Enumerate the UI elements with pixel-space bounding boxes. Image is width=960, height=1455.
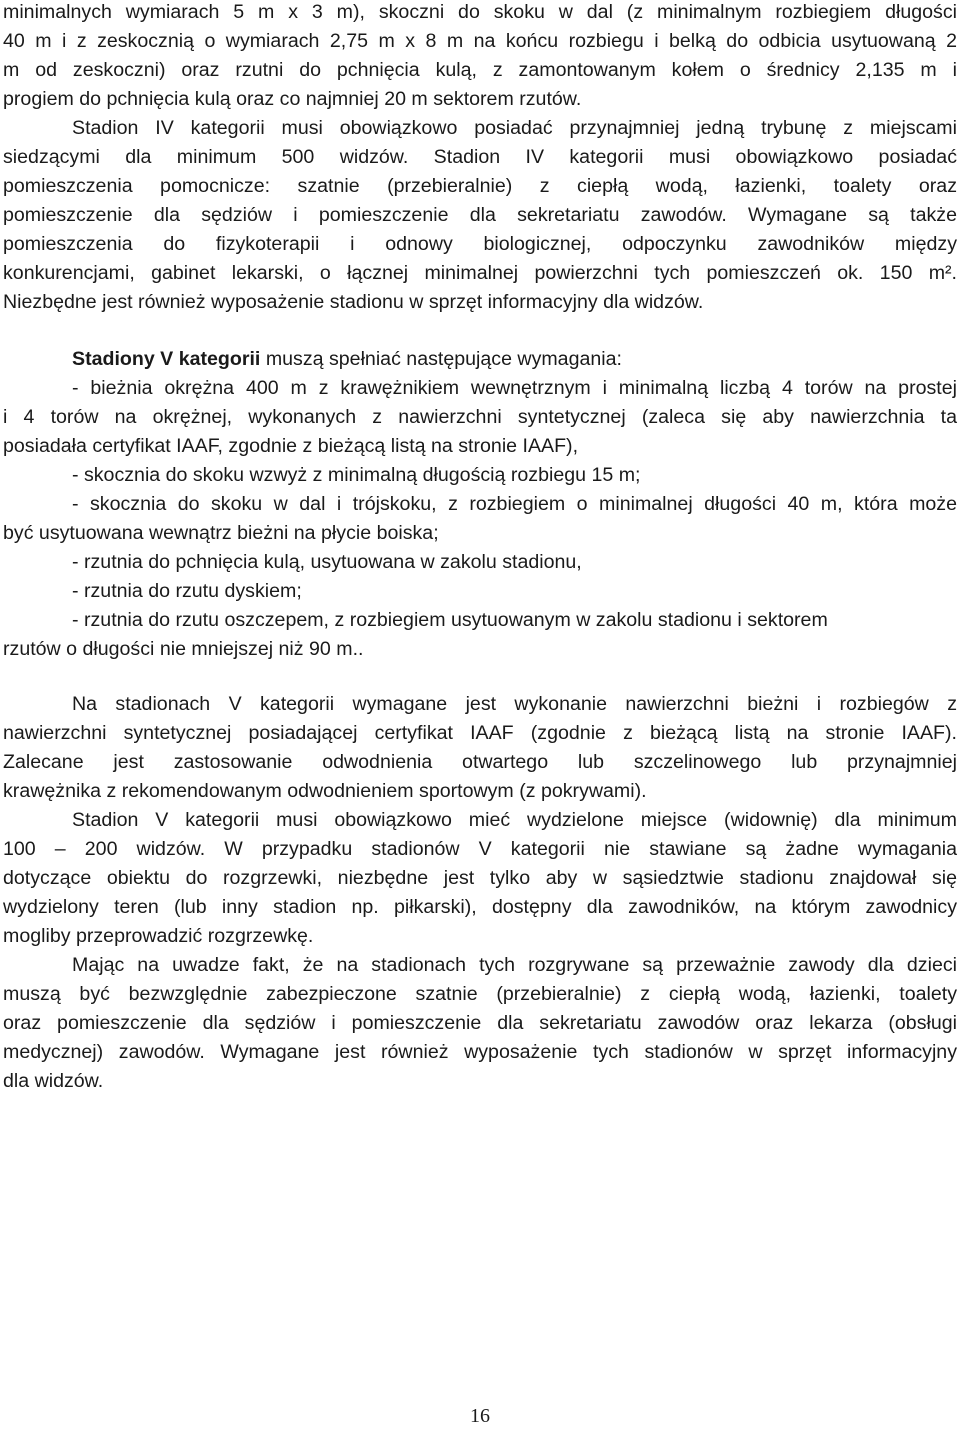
- list-item-line: - bieżnia okrężna 400 m z krawężnikiem wewnętrznym i minimalną liczbą 4 torów na prostej: [72, 377, 957, 399]
- text-line: nawierzchni syntetycznej posiadającej certyfikat IAAF (zgodnie z bieżącą listą na stronie IAAF).: [3, 722, 957, 744]
- text-line: pomieszczenia pomocnicze: szatnie (przebieralnie) z ciepłą wodą, łazienki, toalety oraz: [3, 175, 957, 197]
- text-line: Stadion IV kategorii musi obowiązkowo posiadać przynajmniej jedną trybunę z miejscami: [72, 117, 957, 139]
- list-item-line: i 4 torów na okrężnej, wykonanych z nawierzchni syntetycznej (zaleca się aby nawierzchnia ta: [3, 406, 957, 428]
- text-line: konkurencjami, gabinet lekarski, o łącznej minimalnej powierzchni tych pomieszczeń ok. 150 m².: [3, 262, 957, 284]
- paragraph-nawierzchnia: [3, 690, 957, 1096]
- text-line: pomieszczenie dla sędziów i pomieszczenie dla sekretariatu zawodów. Wymagane są także: [3, 204, 957, 226]
- text-line: m od zeskoczni) oraz rzutni do pchnięcia kulą, z zamontowanym kołem o średnicy 2,135 m i: [3, 59, 957, 81]
- text-line: oraz pomieszczenie dla sędziów i pomieszczenie dla sekretariatu zawodów oraz lekarza (obsługi: [3, 1012, 957, 1034]
- text-line: minimalnych wymiarach 5 m x 3 m), skoczni do skoku w dal (z minimalnym rozbiegiem długości: [3, 1, 957, 23]
- text-line: medycznej) zawodów. Wymagane jest również wyposażenie tych stadionów w sprzęt informacyjny: [3, 1041, 957, 1063]
- text-line: Stadion V kategorii musi obowiązkowo mieć wydzielone miejsce (widownię) dla minimum: [72, 809, 957, 831]
- page-number: 16: [470, 1405, 490, 1427]
- section-heading-bold: Stadiony V kategorii: [72, 348, 261, 370]
- text-line: Zalecane jest zastosowanie odwodnienia otwartego lub szczelinowego lub przynajmniej: [3, 751, 957, 773]
- list-item-line: rzutów o długości nie mniejszej niż 90 m..: [3, 638, 364, 660]
- text-line: krawężnika z rekomendowanym odwodnieniem sportowym (z pokrywami).: [3, 780, 647, 802]
- list-item-line: być usytuowana wewnątrz bieżni na płycie boiska;: [3, 522, 439, 544]
- section-heading-rest: muszą spełniać następujące wymagania:: [260, 348, 622, 370]
- list-item-line: - rzutnia do pchnięcia kulą, usytuowana w zakolu stadionu,: [72, 551, 582, 573]
- text-line: siedzącymi dla minimum 500 widzów. Stadion IV kategorii musi obowiązkowo posiadać: [3, 146, 957, 168]
- text-line: muszą być bezwzględnie zabezpieczone szatnie (przebieralnie) z ciepłą wodą, łazienki, toalety: [3, 983, 957, 1005]
- list-item-line: - rzutnia do rzutu oszczepem, z rozbiegiem usytuowanym w zakolu stadionu i sektorem: [72, 609, 828, 631]
- list-item-line: - rzutnia do rzutu dyskiem;: [72, 580, 302, 602]
- text-line: Niezbędne jest również wyposażenie stadionu w sprzęt informacyjny dla widzów.: [3, 291, 704, 313]
- text-line: Mając na uwadze fakt, że na stadionach tych rozgrywane są przeważnie zawody dla dzieci: [72, 954, 957, 976]
- section-heading: [3, 345, 957, 374]
- text-line: mogliby przeprowadzić rozgrzewkę.: [3, 925, 314, 947]
- text-line: Na stadionach V kategorii wymagane jest wykonanie nawierzchni bieżni i rozbiegów z: [72, 693, 957, 715]
- list-item-line: - skocznia do skoku w dal i trójskoku, z rozbiegiem o minimalnej długości 40 m, która może: [72, 493, 957, 515]
- text-line: dotyczące obiektu do rozgrzewki, niezbędne jest tylko aby w sąsiedztwie stadionu znajdował się: [3, 867, 957, 889]
- text-line: progiem do pchnięcia kulą oraz co najmniej 20 m sektorem rzutów.: [3, 88, 582, 110]
- text-line: 100 – 200 widzów. W przypadku stadionów V kategorii nie stawiane są żadne wymagania: [3, 838, 957, 860]
- list-item-line: - skocznia do skoku wzwyż z minimalną długością rozbiegu 15 m;: [72, 464, 641, 486]
- text-line: pomieszczenia do fizykoterapii i odnowy biologicznej, odpoczynku zawodników między: [3, 233, 957, 255]
- text-line: 40 m i z zeskocznią o wymiarach 2,75 m x 8 m na końcu rozbiegu i belką do odbicia usytuowaną 2: [3, 30, 957, 52]
- requirements-list: [3, 374, 957, 664]
- text-line: wydzielony teren (lub inny stadion np. piłkarski), dostępny dla zawodników, na którym zawodnicy: [3, 896, 957, 918]
- list-item-line: posiadała certyfikat IAAF, zgodnie z bieżącą listą na stronie IAAF),: [3, 435, 579, 457]
- text-line: dla widzów.: [3, 1070, 104, 1092]
- paragraph-continuation: [3, 0, 957, 114]
- paragraph-stadion-iv: [3, 114, 957, 317]
